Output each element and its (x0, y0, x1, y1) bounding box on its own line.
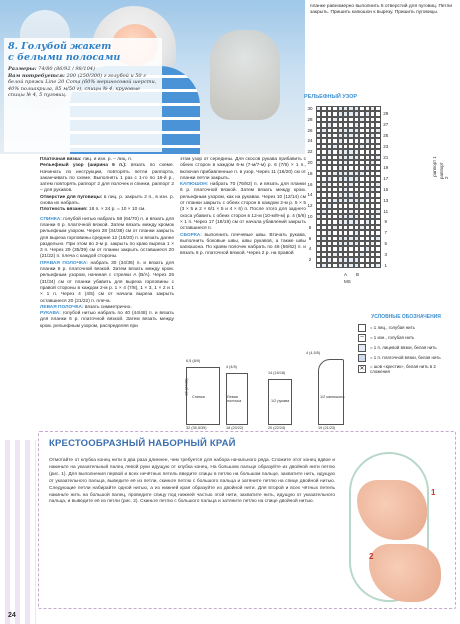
chart-row-number: 9 (384, 219, 388, 225)
chart-row-number: 3 (384, 251, 388, 257)
dim-label: 18 (20/22) (226, 426, 244, 430)
legend-item (358, 344, 454, 352)
legend-title: УСЛОВНЫЕ ОБОЗНАЧЕНИЯ (371, 314, 441, 320)
legend-text: = 1 изн., голубая нить (370, 335, 415, 341)
top-right-text: планке равномерно выполнить 5 отверстий для пуговиц. Петли закрыть. Пришить капюшон к вырезу. Пришить пуговицы. (310, 4, 452, 16)
chart-row-number: 30 (307, 106, 313, 111)
chart-row-number: 13 (383, 197, 389, 203)
dim-label: 28 (34/38) (184, 378, 189, 396)
dim-label: 4 (4/5) (226, 365, 237, 369)
text-assembly: выполнить плечевые швы. Втачать рукава, выполнить боковые швы, швы рукавов, а также швы капюшона. По краям полочек набрать по 46 (56/62) п. и вязать 6 р. платочной вязкой. Через 2 р. на правой (180, 232, 306, 257)
schematics (178, 351, 358, 433)
text-back: голубой нитью набрать 58 (64/70) п. и вязать для планки 6 р. платочной вязкой. Затем вязать между кромок рельефным узором. Через 28 (34/38) см от планки закрыть для выреза горловины средние 12 (16/20) п. и вязать далее раздельно. При этом во 2-м р. закрыть по краю выреза 1 × 3 п. Через 29 (35/39) см от планки закрыть оставшиеся 20 (21/22) п. плеча с каждой стороны. (40, 216, 174, 260)
legend-item (358, 364, 454, 375)
text-hood: набрать 70 (76/82) п. и вязать для планки 6 р. платочной вязкой. Затем вязать между кром. рельефным узором, как на рукавах. Через 10 (12/14) см от планки закрыть с обеих сторон в каждом 2-м р. 5 × 5 (3 × 5 и 2 × 6/1 × 5 и 4 × 6) п. После этого для заднего скоса убавить с обеих сторон в 12-м (10-м/9-м) р. 4 (5/6) × 1 п. Через 17 (18/19) см от начала убавлений закрыть оставшиеся п. (180, 182, 306, 232)
chart-row-number: 19 (383, 165, 389, 171)
heading-hood: КАПЮШОН: (180, 182, 209, 188)
decorative-strip (0, 440, 36, 624)
toy-bear (210, 30, 280, 120)
chart-row-number: 12 (307, 203, 313, 209)
legend-text: = 1 лиц., голубая нить (370, 325, 415, 331)
relief-pattern-chart (304, 104, 454, 284)
chart-row-number: 4 (308, 246, 312, 252)
heading-left-front: ЛЕВАЯ ПОЛОЧКА: (40, 304, 84, 310)
photo-baby-jacket (0, 0, 305, 154)
legend (358, 314, 454, 377)
hood-label: 1/2 капюшона (320, 395, 345, 399)
chart-row-number: 26 (307, 127, 313, 133)
chart-row-number: 14 (307, 192, 313, 198)
left-front-label: Левая полочка (227, 395, 242, 403)
sleeve-label: 1/2 рукава (271, 399, 290, 403)
chart-title: РЕЛЬЕФНЫЙ УЗОР (304, 94, 358, 100)
instructions-column-1 (40, 157, 174, 330)
hood-schematic (318, 359, 344, 425)
arrow-b-label: B (356, 272, 360, 277)
term-buttonhole: Отверстие для пуговицы: (40, 194, 103, 200)
ms-label: MS (344, 279, 351, 284)
cast-on-title: КРЕСТООБРАЗНЫЙ НАБОРНЫЙ КРАЙ (49, 438, 236, 449)
text-p2: вязать по схеме. Начинать по инструкции, повторять петли раппорта, заканчивать по схеме. Выполнять 1 раз с 1-го по 16-й р., затем повторять раппорт 2 для полочек и спинки, раппорт 2 – для рукавов. (40, 163, 174, 194)
heading-right-front: ПРАВАЯ ПОЛОЧКА: (40, 260, 88, 266)
page-title (8, 42, 158, 63)
text-p3: в лиц. р. закрыть 2 п., в изн. р. снова их набрать. (40, 194, 174, 207)
specs (8, 66, 158, 99)
need-label: Вам потребуется: (8, 72, 65, 79)
text-p4: 18 п. × 24 р. = 10 × 10 см. (87, 207, 146, 213)
chart-row-number: 27 (383, 122, 389, 128)
chart-row-number: 11 (383, 208, 389, 214)
page-number: 24 (8, 612, 16, 619)
legend-symbol (358, 344, 366, 352)
chart-row-number: 2 (308, 257, 312, 263)
chart-row-number: 18 (307, 170, 313, 176)
chart-row-number: 25 (383, 133, 389, 138)
chart-row-number: 5 (384, 241, 388, 246)
rapport-1-label: раппорт 1 (431, 156, 437, 177)
dim-label: 4 (4,5/5) (306, 351, 321, 355)
text-left-front: вязать симметрично. (83, 304, 132, 310)
chart-row-number: 6 (308, 235, 312, 241)
need-value: 200 (250/300) г голубой и 50 г белой пряжи Line 20 Сота (60% мериносовой шерсти, 40% полиакрила, 85 м/50 г), спицы № 4, круговые спицы № 4, 5 пуговиц. (8, 72, 157, 99)
legend-symbol (358, 324, 366, 332)
chart-row-number: 15 (383, 187, 389, 192)
heading-back: СПИНКА: (40, 216, 62, 222)
back-label: Спинка (192, 395, 205, 399)
text-right-front: набрать 30 (34/36) п. и вязать для планки 6 р. платочной вязкой. Затем вязать между кром. рельефным узором, начиная с стрелки A (B/A). Через 25 (31/34) см от планки убавить для выреза горловины с правой стороны в каждом 2-м р. 1 × 4 (7/8), 1 × 3, 1 × 2 и 1 × 1 п. Через 4 (4/5) см от начала выреза закрыть оставшиеся 20 (21/22) п. плеча. (40, 260, 174, 304)
title-line-1: 8. Голубой жакет (8, 41, 112, 52)
dim-label: 6,5 (8/9) (186, 359, 201, 363)
cast-on-text: Отмотайте от клубка конец нити в два раза длиннее, чем требуется для набора начального ряда. Сложите этот конец вдвое и накиньте на указательный палец левой руки идущую от клубка конец. На большом пальце образуйте из двойной нити петлю (рис. 1). Для выполнения первой и всех нечётных петель введите спицы в петлю на большом пальце, захватите нить, идущую от указательного пальца, выведите её из петли, скиньте петлю с большого пальца и затяните петлю на спице двойной нитью. Следующие петли набирайте одной нитью, а из нижней края образуйте из двойной нити. Для второй и всех чётных петель накиньте нить на большой палец, проведите спицу под нижней частью этой нити, захватите нить, идущую от указательного пальца, и выведите её из петли (рис. 2). Скиньте петлю с большого пальца и затяните петлю на спице двойной нитью. (49, 458, 335, 505)
chart-row-number: 29 (383, 111, 389, 117)
figure-2-label: 2 (369, 552, 374, 561)
chart-row-number: 21 (383, 154, 389, 160)
legend-symbol (358, 354, 366, 362)
sizes-value: 74/80 (86/92 / 98/104) (38, 66, 95, 72)
text-sleeves: голубой нитью набрать по 40 (44/48) п. и вязать для планки 6 р. платочной вязкой. Затем вязать между кром. рельефным узором, распределяя при (40, 311, 174, 329)
dim-label: 32 (35,5/39) (186, 426, 207, 430)
chart-row-number: 16 (307, 181, 313, 187)
figure-1-label: 1 (431, 488, 436, 497)
term-gauge: Плотность вязания: (40, 207, 88, 213)
chart-row-number: 10 (307, 214, 313, 219)
legend-symbol: – (358, 334, 366, 342)
legend-item (358, 324, 454, 332)
chart-row-number: 23 (383, 143, 389, 149)
legend-symbol: ✕ (359, 365, 365, 372)
instructions-column-2 (180, 157, 306, 258)
chart-row-number: 20 (307, 160, 313, 165)
chart-row-number: 24 (307, 138, 313, 144)
dim-label: 19 (21/23) (318, 426, 336, 430)
legend-item (358, 334, 454, 342)
chart-row-number: 17 (383, 176, 389, 182)
text-p1: лиц. и изн. р. – лиц. п. (81, 157, 133, 162)
chart-cell (375, 263, 380, 268)
legend-item (358, 354, 454, 362)
legend-text: = 1 п. лицевой вязки, белая нить (370, 345, 437, 351)
legend-text: = шов «крестик», белая нить в 2 сложения (370, 364, 436, 375)
term-stockinette: Платочная вязка: (40, 157, 82, 162)
cast-on-box (38, 431, 456, 609)
term-relief: Рельефный узор (ширина 6 п.): (40, 163, 127, 169)
dim-label: 14 (16/18) (268, 371, 286, 375)
legend-text: = 1 п. платочной вязки, белая нить (370, 355, 441, 361)
rapport-2-label: раппорт 2 (439, 162, 449, 179)
chart-row-number: 8 (308, 224, 312, 230)
title-card (4, 38, 162, 152)
title-line-2: с белыми полосами (8, 51, 121, 63)
heading-sleeves: РУКАВА: (40, 311, 61, 317)
text-sleeve-cont: этом узор от середины. Для скосов рукава прибавить с обеих сторон в каждом 6-м (7-м/7-м) р. 6 (7/9) × 1 п., включая прибавленные п. в узор. Через 11 (16/20) см от планки петли закрыть. (180, 157, 306, 181)
chart-row-number: 1 (384, 262, 388, 268)
sizes-label: Размеры: (8, 66, 37, 72)
dim-label: 20 (22/24) (268, 426, 286, 430)
heading-assembly: СБОРКА: (180, 232, 202, 238)
chart-row-number: 7 (384, 230, 388, 236)
arrow-a-label: A (344, 272, 348, 277)
chart-row-number: 22 (307, 149, 313, 155)
chart-row-number: 28 (307, 116, 313, 122)
